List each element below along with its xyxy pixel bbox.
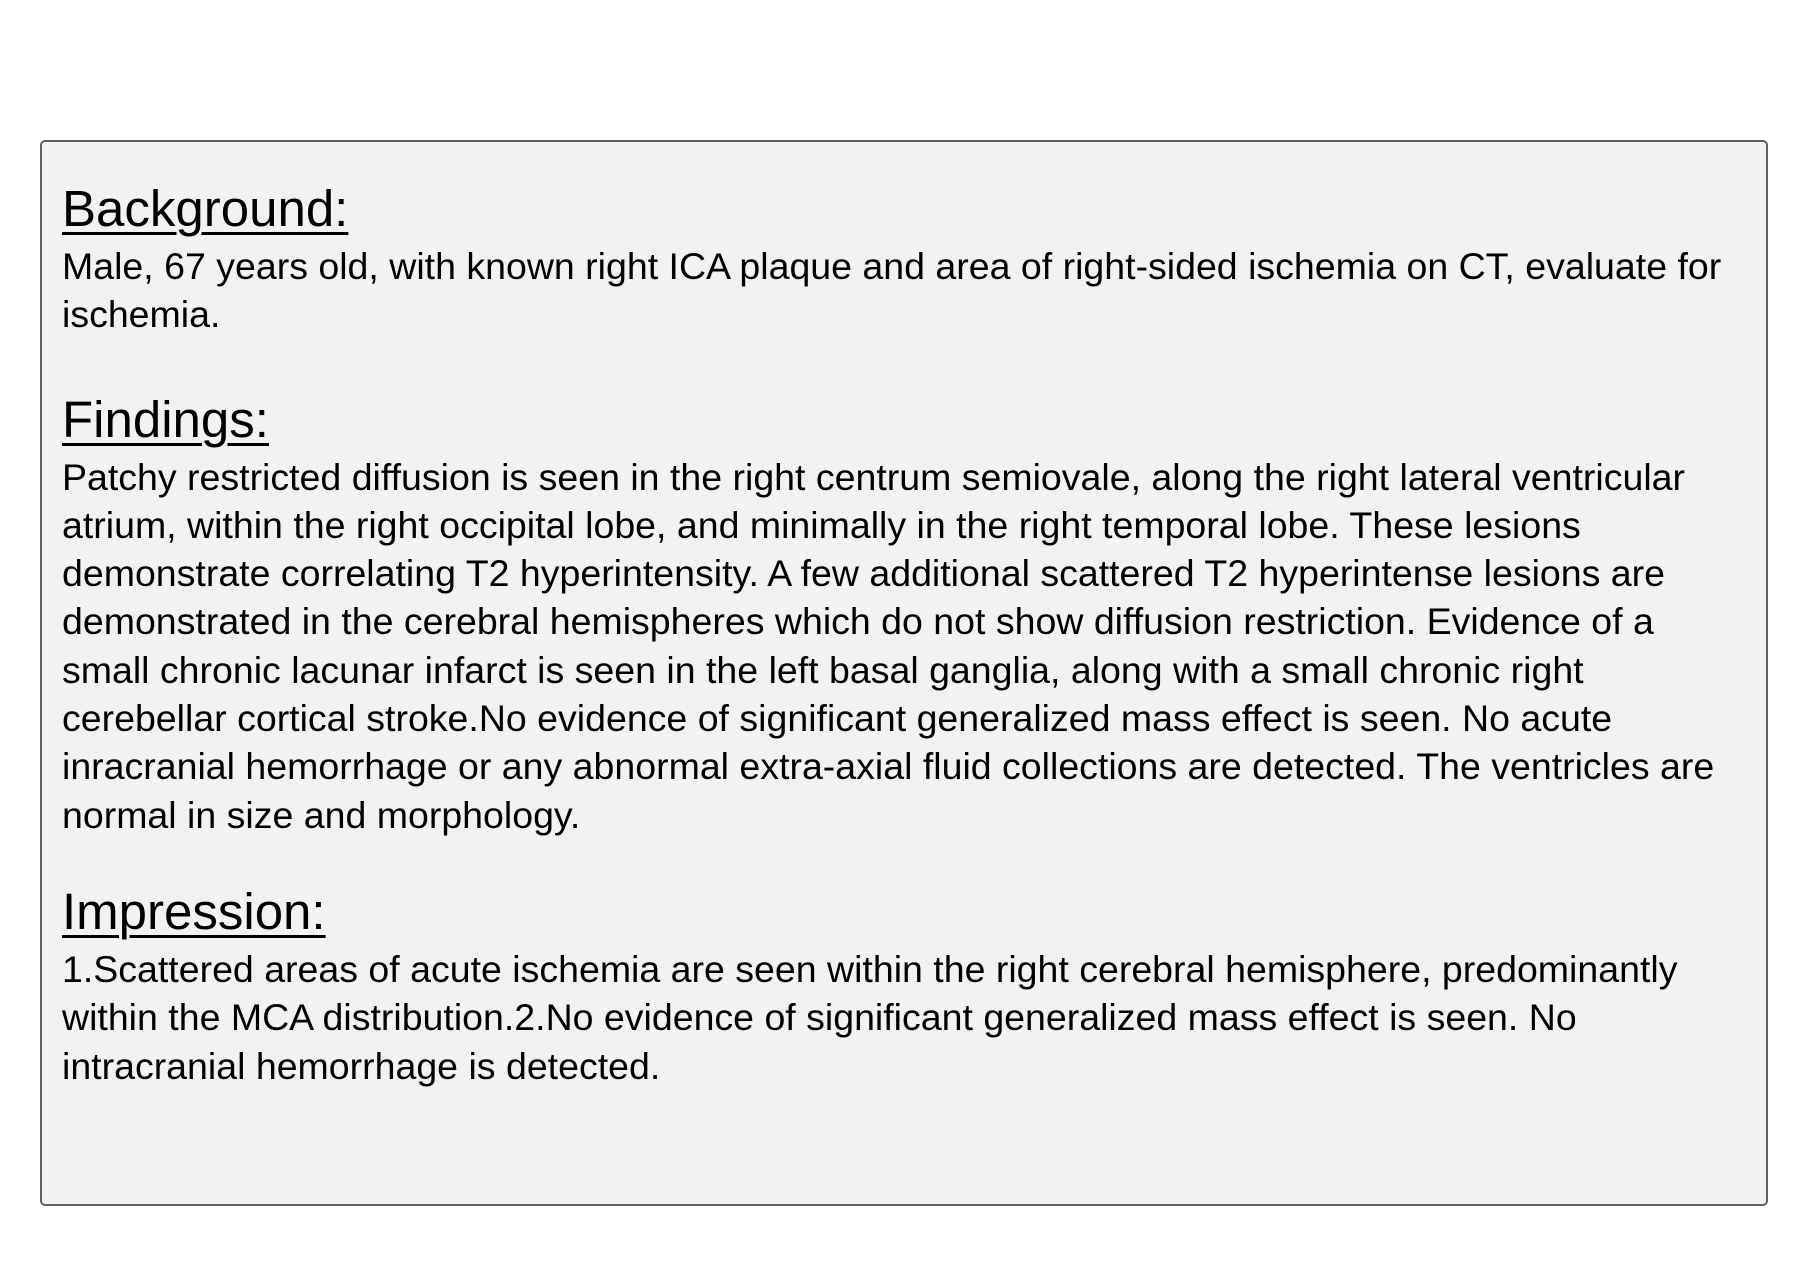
impression-heading: Impression:	[62, 882, 326, 940]
background-section	[62, 180, 1746, 339]
impression-text: 1.Scattered areas of acute ischemia are seen within the right cerebral hemisphere, predominantly within the MCA distribution.2.No evidence of significant generalized mass effect is seen. No intracranial hemorrhage is detected.	[62, 947, 1678, 1087]
findings-text: Patchy restricted diffusion is seen in the right centrum semiovale, along the right lateral ventricular atrium, within the right occipital lobe, and minimally in the right temporal lobe. These lesions demonstrate correlating T2 hyperintensity. A few additional scattered T2 hyperintense lesions are demonstrated in the cerebral hemispheres which do not show diffusion restriction. Evidence of a small chronic lacunar infarct is seen in the left basal ganglia, along with a small chronic right cerebellar cortical stroke.No evidence of significant generalized mass effect is seen. No acute inracranial hemorrhage or any abnormal extra-axial fluid collections are detected. The ventricles are normal in size and morphology.	[62, 455, 1715, 836]
impression-section	[62, 883, 1746, 1090]
background-text: Male, 67 years old, with known right ICA plaque and area of right-sided ischemia on CT, evaluate for ischemia.	[62, 245, 1722, 336]
background-heading: Background:	[62, 180, 349, 237]
findings-section	[62, 391, 1746, 839]
findings-heading: Findings:	[62, 390, 269, 448]
report-panel	[40, 140, 1768, 1206]
